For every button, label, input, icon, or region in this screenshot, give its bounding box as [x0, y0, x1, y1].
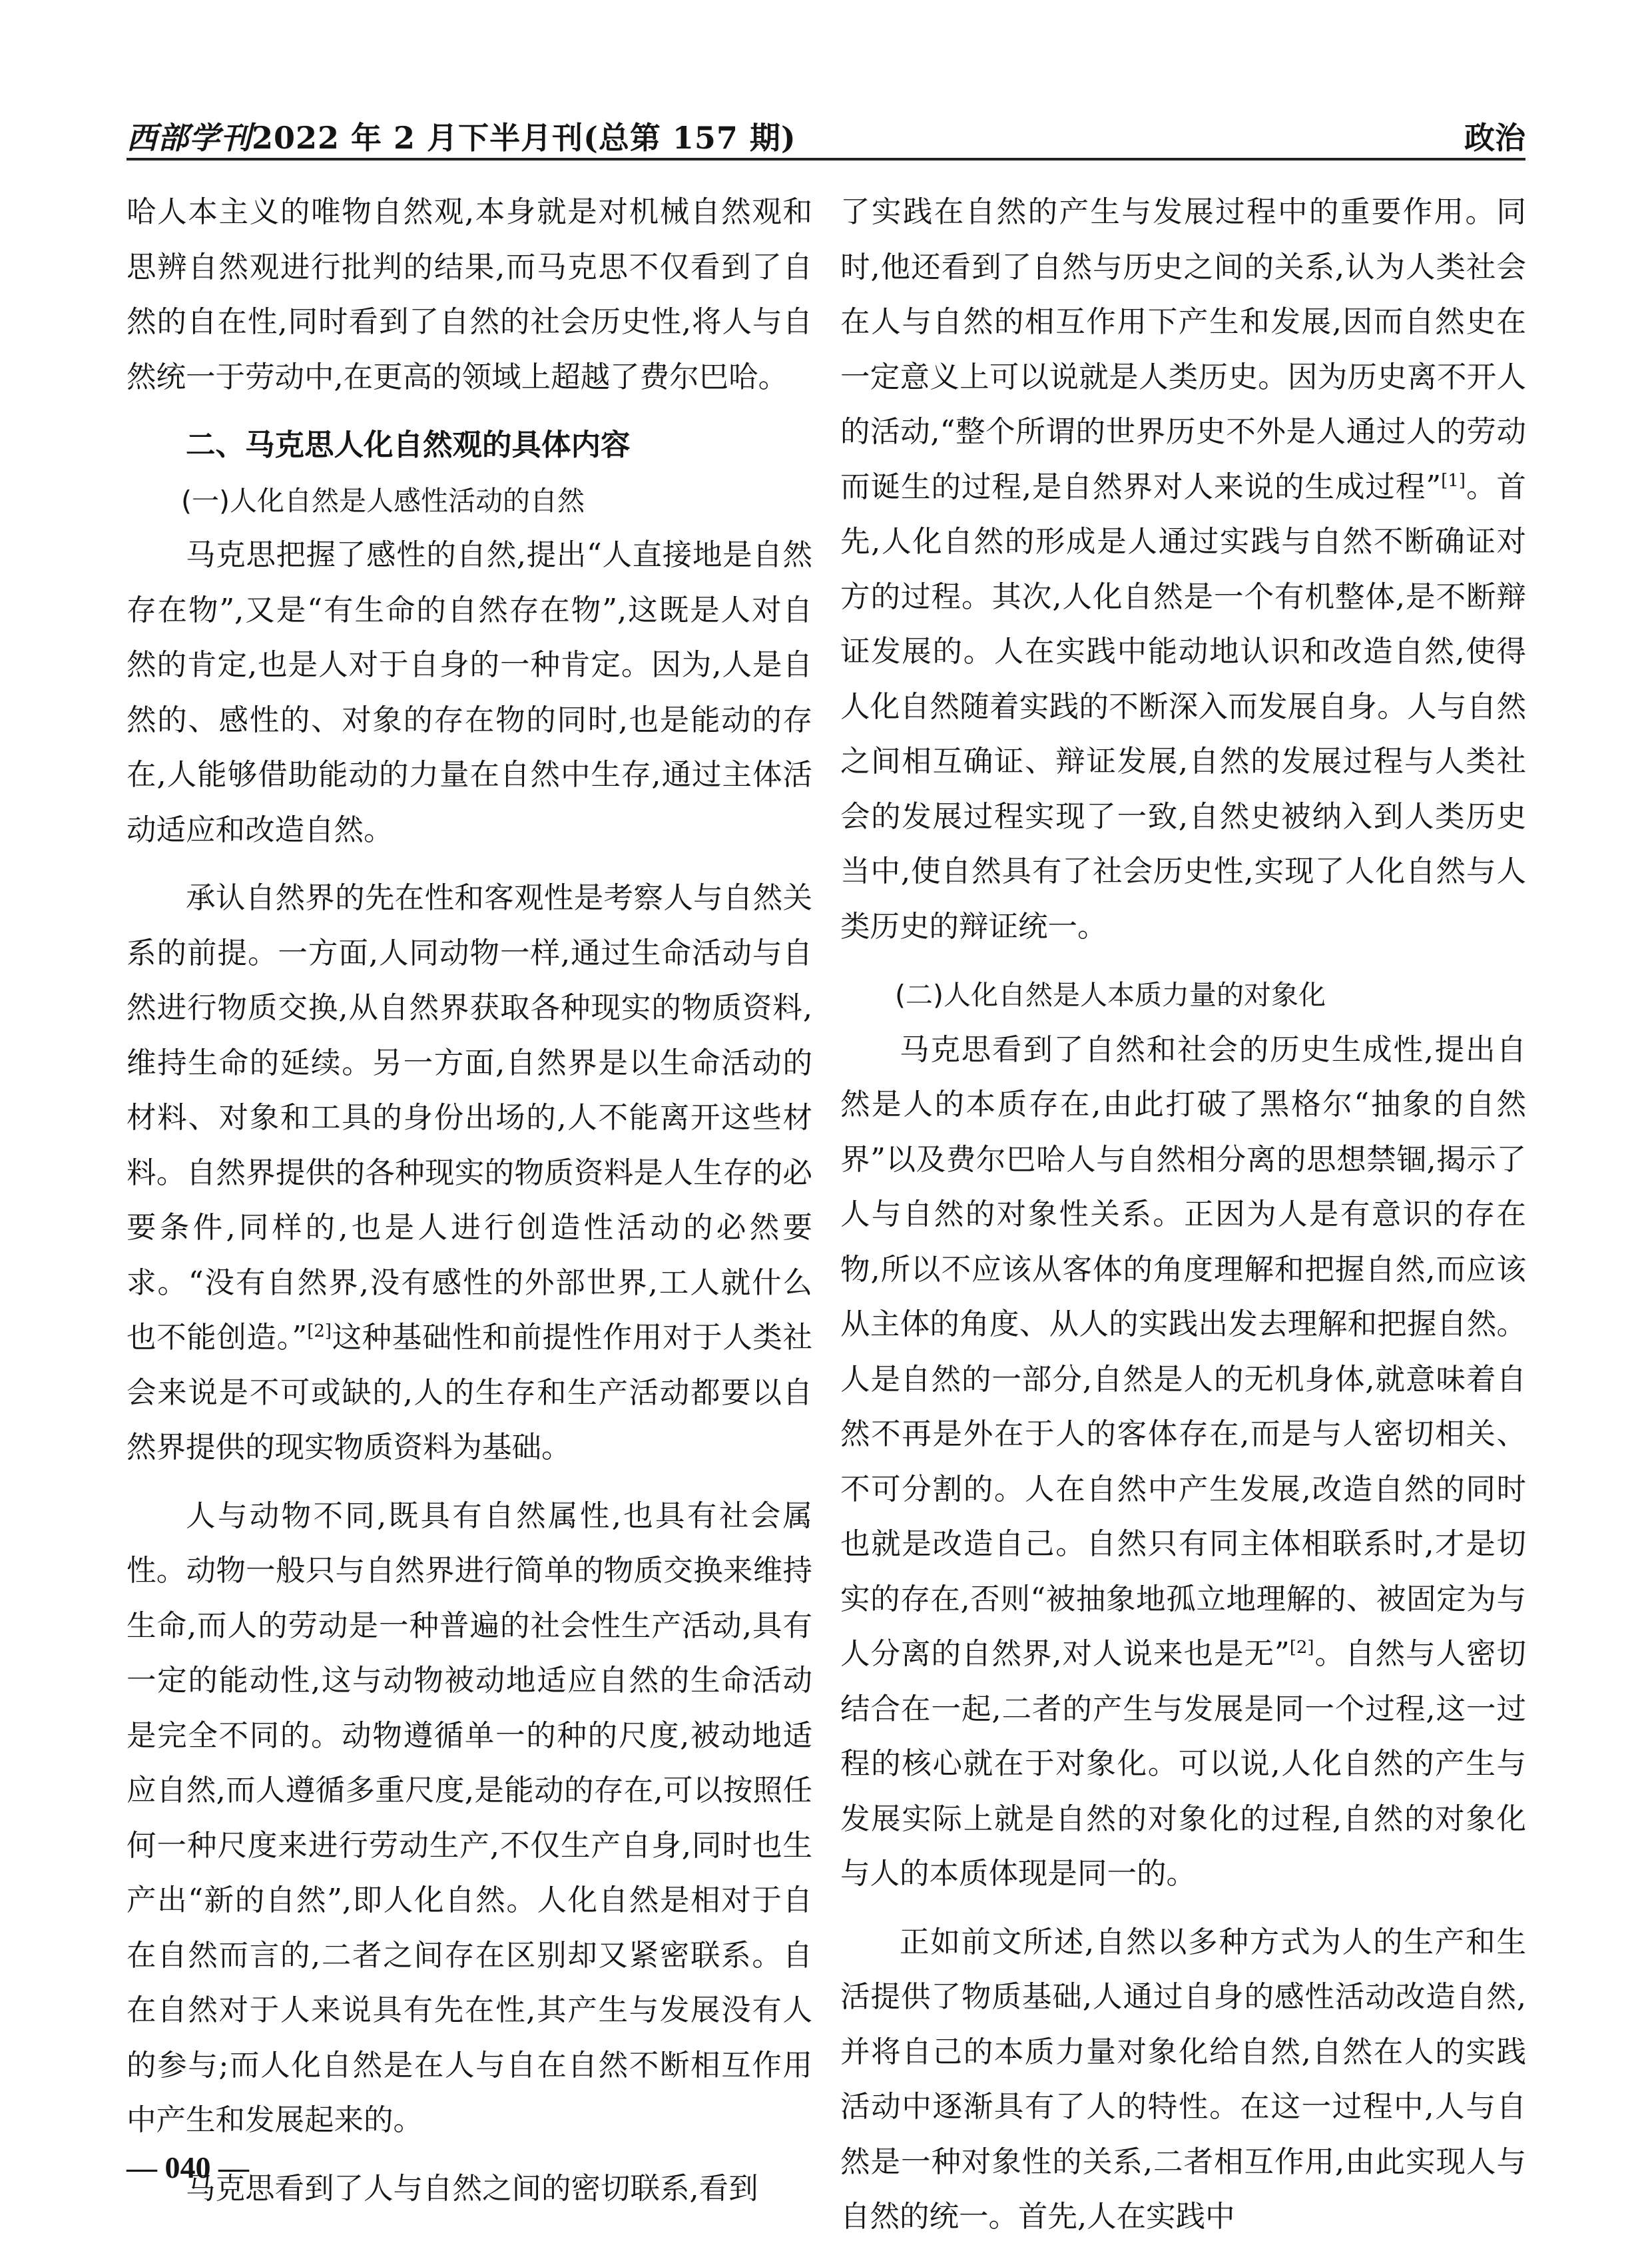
paragraph-text: 承认自然界的先在性和客观性是考察人与自然关系的前提。一方面,人同动物一样,通过生命活动与自然进行物质交换,从自然界获取各种现实的物质资料,维持生命的延续。另一方面,自然界是以生命活动的材料、对象和工具的身份出场的,人不能离开这些材料。自然界提供的各种现实的物质资料是人生存的必要条件,同样的,也是人进行创造性活动的必然要求。“没有自然界,没有感性的外部世界,工人就什么也不能创造。” — [127, 881, 812, 1355]
section-heading: 二、马克思人化自然观的具体内容 — [186, 428, 631, 462]
citation-ref: [2] — [307, 1321, 332, 1342]
left-column — [127, 185, 812, 2216]
paragraph: 马克思把握了感性的自然,提出“人直接地是自然存在物”,又是“有生命的自然存在物”,这既是人对自然的肯定,也是人对于自身的一种肯定。因为,人是自然的、感性的、对象的存在物的同时,也是能动的存在,人能够借助能动的力量在自然中生存,通过主体活动适应和改造自然。 — [127, 538, 812, 847]
page-number: — 040 — — [127, 2150, 249, 2184]
paragraph — [127, 871, 812, 1476]
paragraph-text: 。自然与人密切结合在一起,二者的产生与发展是同一个过程,这一过程的核心就在于对象化。可以说,人化自然的产生与发展实际上就是自然的对象化的过程,自然的对象化与人的本质体现是同一的。 — [840, 1637, 1526, 1891]
paragraph-text: 这种基础性和前提性作用对于人类社会来说是不可或缺的,人的生存和生产活动都要以自然界提供的现实物质资料为基础。 — [127, 1321, 812, 1464]
paragraph — [840, 185, 1526, 954]
section-name: 政治 — [1464, 120, 1525, 156]
citation-ref: [2] — [1289, 1638, 1314, 1658]
subsection-heading: (二)人化自然是人本质力量的对象化 — [895, 979, 1326, 1011]
right-column — [840, 185, 1526, 2245]
paragraph: 哈人本主义的唯物自然观,本身就是对机械自然观和思辨自然观进行批判的结果,而马克思不仅看到了自然的自在性,同时看到了自然的社会历史性,将人与自然统一于劳动中,在更高的领域上超越了费尔巴哈。 — [127, 195, 812, 394]
subsection-heading: (一)人化自然是人感性活动的自然 — [181, 484, 585, 517]
paragraph: 人与动物不同,既具有自然属性,也具有社会属性。动物一般只与自然界进行简单的物质交换来维持生命,而人的劳动是一种普遍的社会性生产活动,具有一定的能动性,这与动物被动地适应自然的生命活动是完全不同的。动物遵循单一的种的尺度,被动地适应自然,而人遵循多重尺度,是能动的存在,可以按照任何一种尺度来进行劳动生产,不仅生产自身,同时也生产出“新的自然”,即人化自然。人化自然是相对于自在自然而言的,二者之间存在区别却又紧密联系。自在自然对于人来说具有先在性,其产生与发展没有人的参与;而人化自然是在人与自在自然不断相互作用中产生和发展起来的。 — [127, 1498, 812, 2137]
citation-ref: [1] — [1441, 470, 1466, 491]
paragraph: 正如前文所述,自然以多种方式为人的生产和生活提供了物质基础,人通过自身的感性活动改造自然,并将自己的本质力量对象化给自然,自然在人的实践活动中逐渐具有了人的特性。在这一过程中,人与自然是一种对象性的关系,二者相互作用,由此实现人与自然的统一。首先,人在实践中 — [840, 1925, 1526, 2234]
paragraph-text: 。首先,人化自然的形成是人通过实践与自然不断确证对方的过程。其次,人化自然是一个有机整体,是不断辩证发展的。人在实践中能动地认识和改造自然,使得人化自然随着实践的不断深入而发展自身。人与自然之间相互确证、辩证发展,自然的发展过程与人类社会的发展过程实现了一致,自然史被纳入到人类历史当中,使自然具有了社会历史性,实现了人化自然与人类历史的辩证统一。 — [840, 470, 1526, 944]
issue-info: 2022 年 2 月下半月刊(总第 157 期) — [252, 120, 796, 156]
journal-logo: 西部学刊 — [127, 120, 252, 156]
paragraph — [840, 1023, 1526, 1902]
running-header — [127, 110, 1525, 163]
paragraph: 马克思看到了人与自然之间的密切联系,看到 — [186, 2171, 758, 2206]
journal-title — [127, 114, 796, 158]
paragraph-text: 了实践在自然的产生与发展过程中的重要作用。同时,他还看到了自然与历史之间的关系,认为人类社会在人与自然的相互作用下产生和发展,因而自然史在一定意义上可以说就是人类历史。因为历史离不开人的活动,“整个所谓的世界历史不外是人通过人的劳动而诞生的过程,是自然界对人来说的生成过程” — [840, 195, 1526, 504]
paragraph-text: 马克思看到了自然和社会的历史生成性,提出自然是人的本质存在,由此打破了黑格尔“抽象的自然界”以及费尔巴哈人与自然相分离的思想禁锢,揭示了人与自然的对象性关系。正因为人是有意识的存在物,所以不应该从客体的角度理解和把握自然,而应该从主体的角度、从人的实践出发去理解和把握自然。人是自然的一部分,自然是人的无机身体,就意味着自然不再是外在于人的客体存在,而是与人密切相关、不可分割的。人在自然中产生发展,改造自然的同时也就是改造自己。自然只有同主体相联系时,才是切实的存在,否则“被抽象地孤立地理解的、被固定为与人分离的自然界,对人说来也是无” — [840, 1032, 1526, 1671]
header-rule — [127, 158, 1525, 160]
